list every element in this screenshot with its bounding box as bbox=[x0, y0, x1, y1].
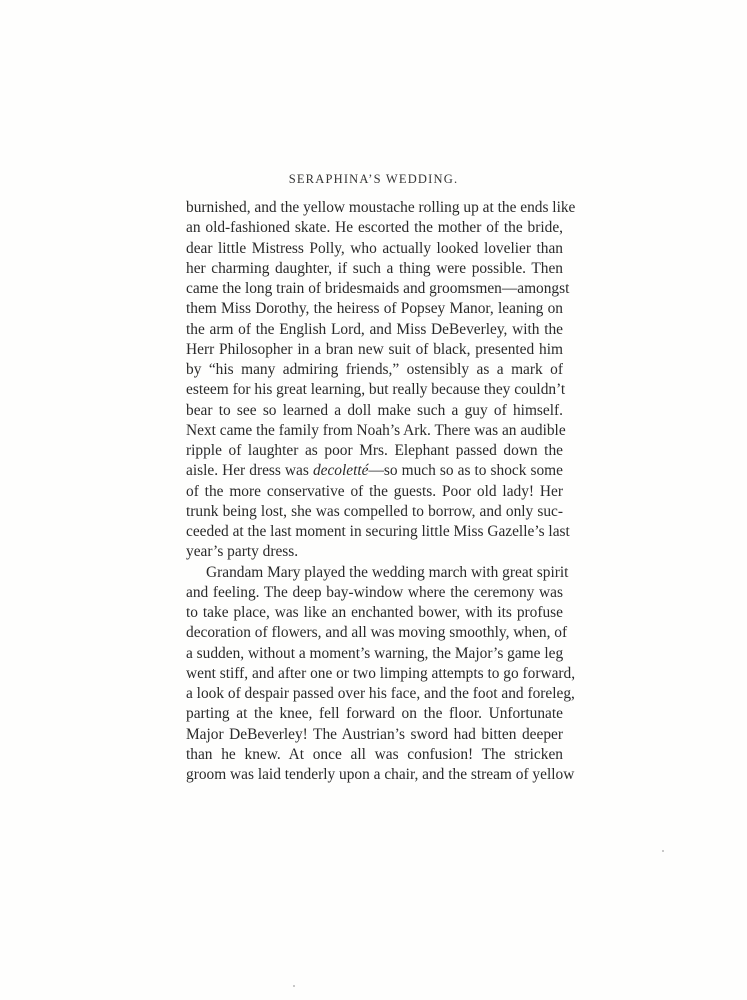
paper-speck bbox=[662, 850, 664, 852]
text-line: bear to see so learned a doll make such a guy of himself. bbox=[186, 401, 563, 419]
text-line: came the long train of bridesmaids and groomsmen—amongst bbox=[186, 280, 570, 297]
text-line: aisle. Her dress was decoletté—so much so as to shock some bbox=[186, 462, 563, 480]
text-line: by “his many admiring friends,” ostensibly as a mark of bbox=[186, 361, 563, 378]
text-line: went stiff, and after one or two limping attempts to go forward, bbox=[186, 664, 576, 682]
running-head: SERAPHINA’S WEDDING. bbox=[288, 172, 459, 186]
text-line: Herr Philosopher in a bran new suit of black, presented him bbox=[186, 340, 563, 358]
paragraph-start-line: Grandam Mary played the wedding march with great spirit bbox=[206, 563, 569, 581]
text-line: dear little Mistress Polly, who actually looked lovelier than bbox=[186, 239, 563, 257]
text-line: and feeling. The deep bay-window where the ceremony was bbox=[186, 583, 563, 601]
italic-word: decoletté bbox=[312, 462, 369, 480]
text-line: her charming daughter, if such a thing were possible. Then bbox=[186, 259, 563, 277]
text-line: an old-fashioned skate. He escorted the mother of the bride, bbox=[186, 219, 563, 237]
text-line: Major DeBeverley! The Austrian’s sword had bitten deeper bbox=[186, 725, 563, 743]
text-line: burnished, and the yellow moustache rolling up at the ends like bbox=[186, 199, 576, 216]
text-line: decoration of flowers, and all was moving smoothly, when, of bbox=[186, 624, 568, 642]
text-line: them Miss Dorothy, the heiress of Popsey Manor, leaning on bbox=[186, 300, 563, 318]
text-line: Next came the family from Noah’s Ark. There was an audible bbox=[186, 421, 566, 439]
text-line: year’s party dress. bbox=[186, 543, 299, 561]
text-line: a sudden, without a moment’s warning, the Major’s game leg bbox=[186, 644, 564, 662]
text-line: ceeded at the last moment in securing little Miss Gazelle’s last bbox=[186, 523, 570, 540]
text-line: of the more conservative of the guests. Poor old lady! Her bbox=[186, 482, 563, 500]
text-line: a look of despair passed over his face, and the foot and foreleg, bbox=[186, 685, 575, 702]
text-line: to take place, was like an enchanted bower, with its profuse bbox=[186, 604, 563, 621]
paper-speck bbox=[293, 985, 295, 987]
text-line: parting at the knee, fell forward on the floor. Unfortunate bbox=[186, 705, 563, 723]
text-line: ripple of laughter as poor Mrs. Elephant passed down the bbox=[186, 442, 563, 459]
text-line: trunk being lost, she was compelled to borrow, and only suc- bbox=[186, 502, 563, 520]
text-line: esteem for his great learning, but really because they couldn’t bbox=[186, 381, 566, 399]
text-line: the arm of the English Lord, and Miss DeBeverley, with the bbox=[186, 320, 563, 338]
body-text bbox=[186, 198, 576, 785]
text-line: than he knew. At once all was confusion! The stricken bbox=[186, 745, 563, 763]
text-line: groom was laid tenderly upon a chair, and the stream of yellow bbox=[186, 766, 575, 783]
